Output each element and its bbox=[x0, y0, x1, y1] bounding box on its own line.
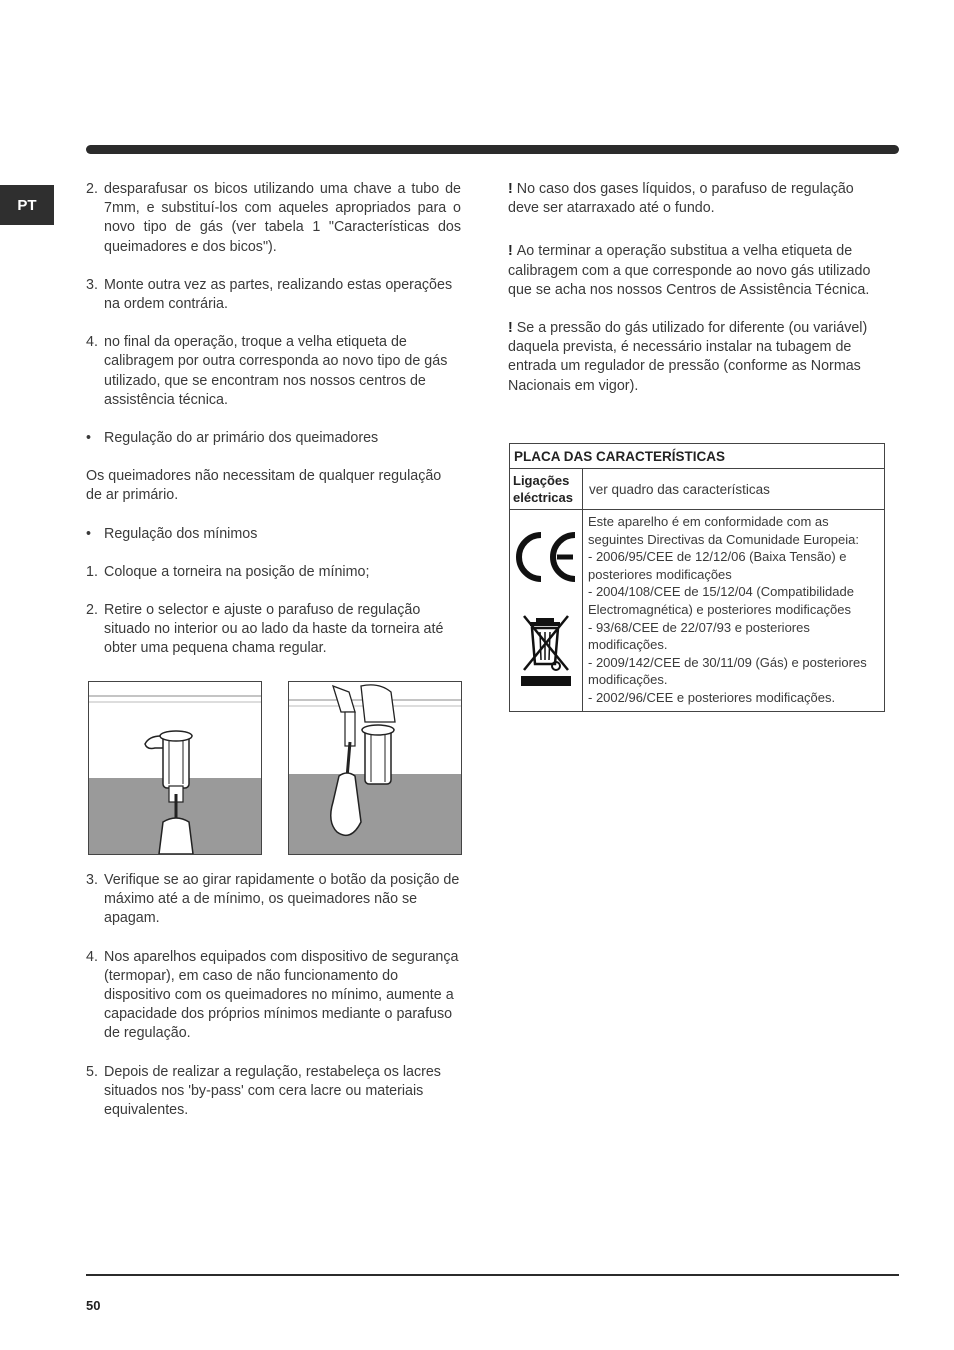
characteristics-plate-table bbox=[509, 443, 885, 712]
note-calibration-label: ! Ao terminar a operação substitua a velha etiqueta de calibragem com a que corresponde ao novo gás utilizado que se acha nos nossos Centros de Assistência Técnica. bbox=[508, 243, 871, 298]
step-4: 4. no final da operação, troque a velha etiqueta de calibragem por outra corresponda ao novo tipo de gás utilizado, que se encontram nos nossos centros de assistência técnica. bbox=[86, 334, 448, 408]
bullet-primary-air: • Regulação do ar primário dos queimadores bbox=[86, 430, 379, 447]
electrical-connections-label: Ligações eléctricas bbox=[510, 469, 583, 510]
adjustment-illustrations bbox=[88, 681, 462, 855]
illustration-screwdriver-inside bbox=[88, 681, 262, 855]
language-tab: PT bbox=[0, 185, 54, 225]
ce-mark-icon bbox=[513, 529, 579, 585]
min-step-4: 4. Nos aparelhos equipados com dispositivo de segurança (termopar), em caso de não funcionamento do dispositivo com os queimadores no mínimo, aumente a capacidade dos próprios mínimos mediante o parafuso de regulação. bbox=[86, 948, 459, 1042]
note-liquid-gas: ! No caso dos gases líquidos, o parafuso de regulação deve ser atarraxado até o fundo. bbox=[508, 181, 854, 217]
min-step-1: 1. Coloque a torneira na posição de mínimo; bbox=[86, 563, 370, 580]
note-pressure-regulator: ! Se a pressão do gás utilizado for diferente (ou variável) daquela prevista, é necessário instalar na tubagem de entrada um regulador de pressão (conforme as Normas Nacionais em vigor). bbox=[508, 320, 868, 394]
min-step-2: 2. Retire o selector e ajuste o parafuso de regulação situado no interior ou ao lado da haste da torneira até obter uma pequena chama regular. bbox=[86, 602, 444, 657]
illustration-screwdriver-side bbox=[288, 681, 462, 855]
min-step-3: 3. Verifique se ao girar rapidamente o botão da posição de máximo até a de mínimo, os queimadores não se apagam. bbox=[86, 872, 460, 927]
page-number: 50 bbox=[86, 1298, 101, 1313]
right-column bbox=[508, 180, 886, 396]
compliance-marks bbox=[510, 510, 583, 712]
electrical-connections-value: ver quadro das características bbox=[583, 469, 885, 510]
directives-text: Este aparelho é em conformidade com as seguintes Directivas da Comunidade Europeia: - 2006/95/CEE de 12/12/06 (Baixa Tensão) e posteriores modificações - 2004/108/CEE de 15/12/04 (Compatibilidade Electromagnética) e posteriores modificações - 93/68/CEE de 22/07/93 e posteriores modificações. - 2009/142/CEE de 30/11/09 (Gás) e posteriores modificações. - 2002/96/CEE e posteriores modificações. bbox=[583, 510, 885, 712]
left-column bbox=[86, 180, 461, 659]
left-column-continued bbox=[86, 871, 461, 1120]
bottom-rule bbox=[86, 1274, 899, 1276]
weee-crossed-bin-icon bbox=[520, 614, 572, 688]
step-3: 3. Monte outra vez as partes, realizando estas operações na ordem contrária. bbox=[86, 276, 453, 313]
min-step-5: 5. Depois de realizar a regulação, restabeleça os lacres situados nos 'by-pass' com cera lacre ou materiais equivalentes. bbox=[86, 1063, 441, 1119]
warning-mark-icon: ! bbox=[508, 320, 513, 337]
plate-title: PLACA DAS CARACTERÍSTICAS bbox=[510, 444, 885, 469]
bullet-minimum: • Regulação dos mínimos bbox=[86, 525, 258, 542]
top-rule bbox=[86, 145, 899, 154]
warning-mark-icon: ! bbox=[508, 181, 513, 197]
step-2: 2. desparafusar os bicos utilizando uma chave a tubo de 7mm, e substituí-los com aqueles apropriados para o novo tipo de gás (ver tabela 1 "Características dos queimadores e dos bicos"). bbox=[86, 181, 461, 255]
primary-air-paragraph: Os queimadores não necessitam de qualquer regulação de ar primário. bbox=[86, 468, 442, 504]
warning-mark-icon: ! bbox=[508, 243, 513, 260]
